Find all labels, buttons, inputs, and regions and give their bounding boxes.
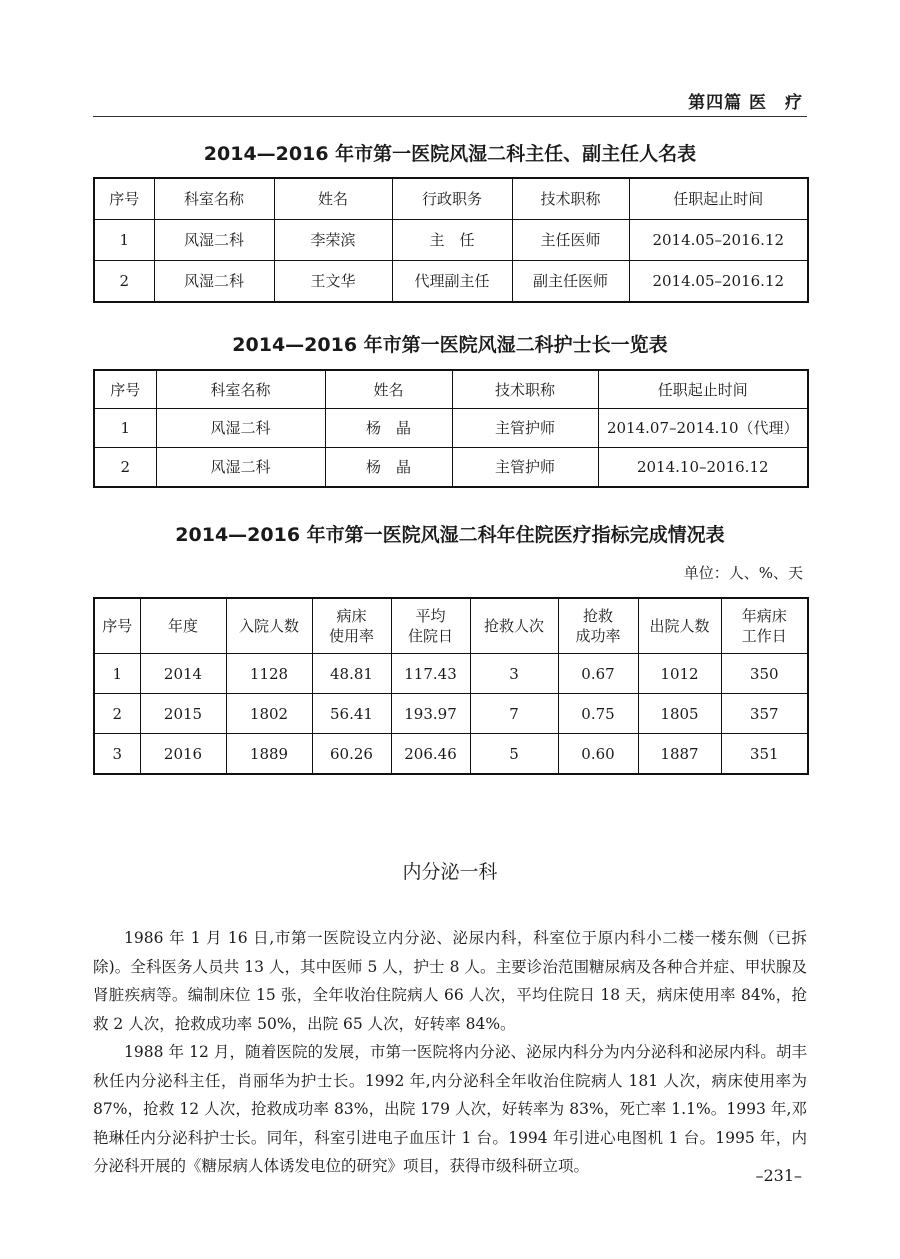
- table-cell: 351: [721, 734, 808, 775]
- table-cell: 代理副主任: [392, 261, 512, 303]
- column-header: 序号: [94, 370, 156, 409]
- table-cell: 357: [721, 694, 808, 734]
- column-header: 抢救人次: [470, 598, 558, 654]
- column-header: 平均 住院日: [391, 598, 470, 654]
- running-header: 第四篇 医 疗: [688, 93, 803, 113]
- table-cell: 杨 晶: [325, 409, 452, 448]
- paragraph: 1988 年 12 月，随着医院的发展，市第一医院将内分泌、泌尿内科分为内分泌科和泌尿内科。胡丰秋任内分泌科主任，肖丽华为护士长。1992 年,内分泌科全年收治住院病人 181 人次，病床使用率为 87%，抢救 12 人次，抢救成功率 83%，出院 179 人次，好转率为 83%，死亡率 1.1%。1993 年,邓艳琳任内分泌科护士长。同年，科室引进电子血压计 1 台。1994 年引进心电图机 1 台。1995 年，内分泌科开展的《糖尿病人体诱发电位的研究》项目，获得市级科研立项。: [93, 1043, 807, 1175]
- inpatient-indicator-table: [93, 597, 809, 775]
- table-cell: 1012: [638, 654, 721, 694]
- table-cell: 206.46: [391, 734, 470, 775]
- table-row: [94, 409, 808, 448]
- column-header: 序号: [94, 598, 140, 654]
- column-header: 技术职称: [512, 178, 629, 220]
- column-header: 技术职称: [452, 370, 598, 409]
- table-row: [94, 261, 808, 303]
- column-header: 姓名: [274, 178, 392, 220]
- table-cell: 7: [470, 694, 558, 734]
- table-cell: 0.75: [558, 694, 638, 734]
- director-table: [93, 177, 809, 303]
- column-header: 任职起止时间: [629, 178, 808, 220]
- table-row: [94, 694, 808, 734]
- column-header: 年度: [140, 598, 226, 654]
- table-header-row: [94, 178, 808, 220]
- column-header: 年病床 工作日: [721, 598, 808, 654]
- table-cell: 0.67: [558, 654, 638, 694]
- table3-title: 2014—2016 年市第一医院风湿二科年住院医疗指标完成情况表: [175, 524, 725, 546]
- page-number: –231–: [755, 1166, 802, 1185]
- table-row: [94, 448, 808, 488]
- table-header-row: [94, 370, 808, 409]
- table-cell: 风湿二科: [154, 261, 274, 303]
- table-cell: 2014.10–2016.12: [598, 448, 808, 488]
- table-cell: 李荣滨: [274, 220, 392, 261]
- unit-note: 单位：人、%、天: [683, 564, 803, 582]
- table-cell: 0.60: [558, 734, 638, 775]
- table-header-row: [94, 598, 808, 654]
- column-header: 出院人数: [638, 598, 721, 654]
- column-header: 序号: [94, 178, 154, 220]
- table-cell: 风湿二科: [154, 220, 274, 261]
- table-cell: 193.97: [391, 694, 470, 734]
- table-cell: 1: [94, 409, 156, 448]
- table-cell: 2016: [140, 734, 226, 775]
- column-header: 任职起止时间: [598, 370, 808, 409]
- section-title: 内分泌一科: [402, 861, 498, 883]
- paragraph: 1986 年 1 月 16 日,市第一医院设立内分泌、泌尿内科，科室位于原内科小二楼一楼东侧（已拆除)。全科医务人员共 13 人，其中医师 5 人，护士 8 人。主要诊治范围糖尿病及各种合并症、甲状腺及肾脏疾病等。编制床位 15 张，全年收治住院病人 66 人次，平均住院日 18 天，病床使用率 84%，抢救 2 人次，抢救成功率 50%，出院 65 人次，好转率 84%。: [93, 929, 807, 1033]
- table-cell: 1802: [226, 694, 312, 734]
- header-rule: [93, 116, 807, 117]
- table-cell: 2: [94, 448, 156, 488]
- table-cell: 60.26: [312, 734, 391, 775]
- table-cell: 350: [721, 654, 808, 694]
- table-cell: 56.41: [312, 694, 391, 734]
- table-cell: 5: [470, 734, 558, 775]
- table-cell: 主任医师: [512, 220, 629, 261]
- table-cell: 1805: [638, 694, 721, 734]
- table-cell: 1887: [638, 734, 721, 775]
- column-header: 入院人数: [226, 598, 312, 654]
- table-cell: 主管护师: [452, 409, 598, 448]
- table-row: [94, 654, 808, 694]
- table-cell: 2014.05–2016.12: [629, 261, 808, 303]
- table-cell: 1: [94, 220, 154, 261]
- table-cell: 杨 晶: [325, 448, 452, 488]
- table-cell: 风湿二科: [156, 448, 325, 488]
- table2-title: 2014—2016 年市第一医院风湿二科护士长一览表: [232, 334, 668, 356]
- column-header: 行政职务: [392, 178, 512, 220]
- column-header: 抢救 成功率: [558, 598, 638, 654]
- column-header: 姓名: [325, 370, 452, 409]
- section-body: [93, 924, 807, 1181]
- table-cell: 主管护师: [452, 448, 598, 488]
- table-cell: 2014.05–2016.12: [629, 220, 808, 261]
- table-row: [94, 220, 808, 261]
- table-cell: 117.43: [391, 654, 470, 694]
- table-cell: 2015: [140, 694, 226, 734]
- table-cell: 风湿二科: [156, 409, 325, 448]
- table-cell: 1128: [226, 654, 312, 694]
- column-header: 病床 使用率: [312, 598, 391, 654]
- table-cell: 主 任: [392, 220, 512, 261]
- table-row: [94, 734, 808, 775]
- table-cell: 副主任医师: [512, 261, 629, 303]
- column-header: 科室名称: [156, 370, 325, 409]
- table-cell: 48.81: [312, 654, 391, 694]
- table-cell: 1889: [226, 734, 312, 775]
- table1-title: 2014—2016 年市第一医院风湿二科主任、副主任人名表: [203, 143, 697, 165]
- table-cell: 2: [94, 694, 140, 734]
- column-header: 科室名称: [154, 178, 274, 220]
- table-cell: 3: [94, 734, 140, 775]
- table-cell: 3: [470, 654, 558, 694]
- head-nurse-table: [93, 369, 809, 488]
- table-cell: 王文华: [274, 261, 392, 303]
- table-cell: 2014: [140, 654, 226, 694]
- table-cell: 1: [94, 654, 140, 694]
- table-cell: 2: [94, 261, 154, 303]
- table-cell: 2014.07–2014.10（代理）: [598, 409, 808, 448]
